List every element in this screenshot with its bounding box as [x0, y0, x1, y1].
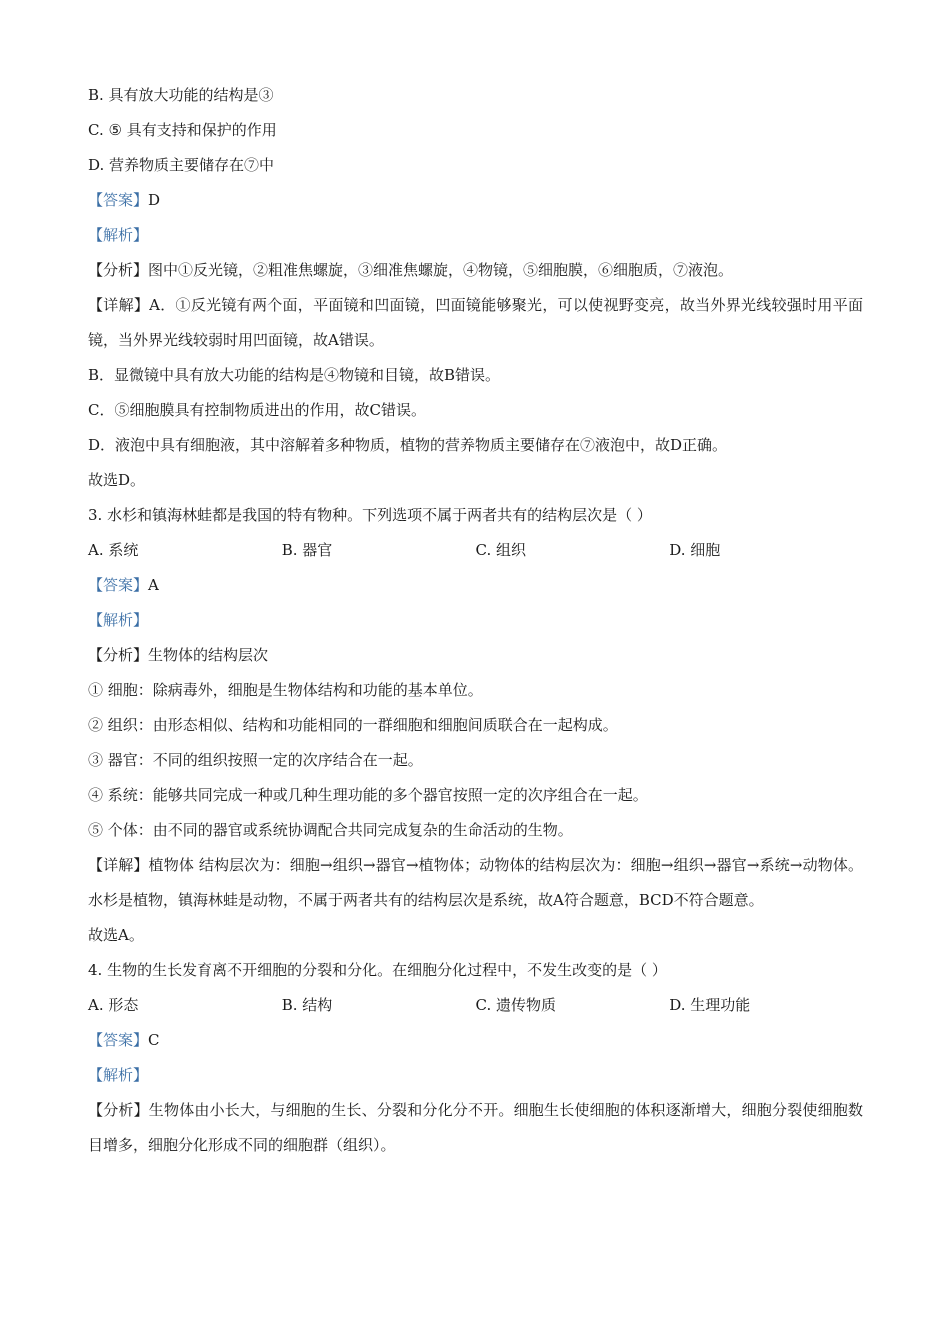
document-page: [88, 78, 863, 1163]
answer-line: [88, 183, 863, 218]
q3-analysis-heading: 【解析】: [88, 611, 149, 629]
q3-point-3: ③ 器官：不同的组织按照一定的次序结合在一起。: [88, 751, 423, 769]
question-4-stem: 4. 生物的生长发育离不开细胞的分裂和分化。在细胞分化过程中，不发生改变的是（ ）: [88, 961, 667, 979]
answer-label: 【答案】: [88, 191, 149, 209]
analysis-heading: 【解析】: [88, 226, 149, 244]
q3-answer-label: 【答案】: [88, 576, 149, 594]
option-b: B. 具有放大功能的结构是③: [88, 86, 274, 104]
option-c: C. ⑤ 具有支持和保护的作用: [88, 121, 277, 139]
q3-option-b: B. 器官: [281, 541, 333, 559]
q3-point-4: ④ 系统：能够共同完成一种或几种生理功能的多个器官按照一定的次序组合在一起。: [88, 786, 648, 804]
explain-c: C．⑤细胞膜具有控制物质进出的作用，故C错误。: [88, 401, 426, 419]
q3-xiangjie: 【详解】植物体 结构层次为：细胞→组织→器官→植物体；动物体的结构层次为：细胞→组织→器官→系统→动物体。水杉是植物，镇海林蛙是动物，不属于两者共有的结构层次是系统，故A符合题意，BCD不符合题意。: [88, 856, 863, 909]
q4-option-b: B. 结构: [281, 996, 333, 1014]
q4-answer-value: C: [148, 1031, 160, 1049]
q4-option-a: A. 形态: [88, 996, 139, 1014]
q3-option-c: C. 组织: [475, 541, 526, 559]
option-d: D. 营养物质主要储存在⑦中: [88, 156, 275, 174]
q4-answer-label: 【答案】: [88, 1031, 149, 1049]
question-3-stem: 3. 水杉和镇海林蛙都是我国的特有物种。下列选项不属于两者共有的结构层次是（ ）: [88, 506, 652, 524]
q3-answer-line: [88, 568, 863, 603]
q3-option-d: D. 细胞: [669, 541, 721, 559]
q4-fenxi: 【分析】生物体由小长大，与细胞的生长、分裂和分化分不开。细胞生长使细胞的体积逐渐增大，细胞分裂使细胞数目增多，细胞分化形成不同的细胞群（组织）。: [88, 1101, 863, 1154]
q4-answer-line: [88, 1023, 863, 1058]
analysis-fenxi: 【分析】图中①反光镜，②粗准焦螺旋，③细准焦螺旋，④物镜，⑤细胞膜，⑥细胞质，⑦液泡。: [88, 261, 734, 279]
analysis-xiangjie: 【详解】A．①反光镜有两个面，平面镜和凹面镜，凹面镜能够聚光，可以使视野变亮，故当外界光线较强时用平面镜，当外界光线较弱时用凹面镜，故A错误。: [88, 296, 863, 349]
q3-point-2: ② 组织：由形态相似、结构和功能相同的一群细胞和细胞间质联合在一起构成。: [88, 716, 618, 734]
question-4-options: [88, 988, 863, 1023]
q3-fenxi: 【分析】生物体的结构层次: [88, 646, 269, 664]
q4-option-c: C. 遗传物质: [475, 996, 556, 1014]
q3-point-1: ① 细胞：除病毒外，细胞是生物体结构和功能的基本单位。: [88, 681, 483, 699]
answer-value: D: [148, 191, 161, 209]
q3-option-a: A. 系统: [88, 541, 139, 559]
q4-analysis-heading: 【解析】: [88, 1066, 149, 1084]
q3-point-5: ⑤ 个体：由不同的器官或系统协调配合共同完成复杂的生命活动的生物。: [88, 821, 573, 839]
conclusion: 故选D。: [88, 471, 146, 489]
q4-option-d: D. 生理功能: [669, 996, 751, 1014]
explain-d: D．液泡中具有细胞液，其中溶解着多种物质，植物的营养物质主要储存在⑦液泡中，故D正确。: [88, 436, 728, 454]
explain-b: B．显微镜中具有放大功能的结构是④物镜和目镜，故B错误。: [88, 366, 501, 384]
question-3-options: [88, 533, 863, 568]
q3-conclusion: 故选A。: [88, 926, 144, 944]
q3-answer-value: A: [148, 576, 159, 594]
